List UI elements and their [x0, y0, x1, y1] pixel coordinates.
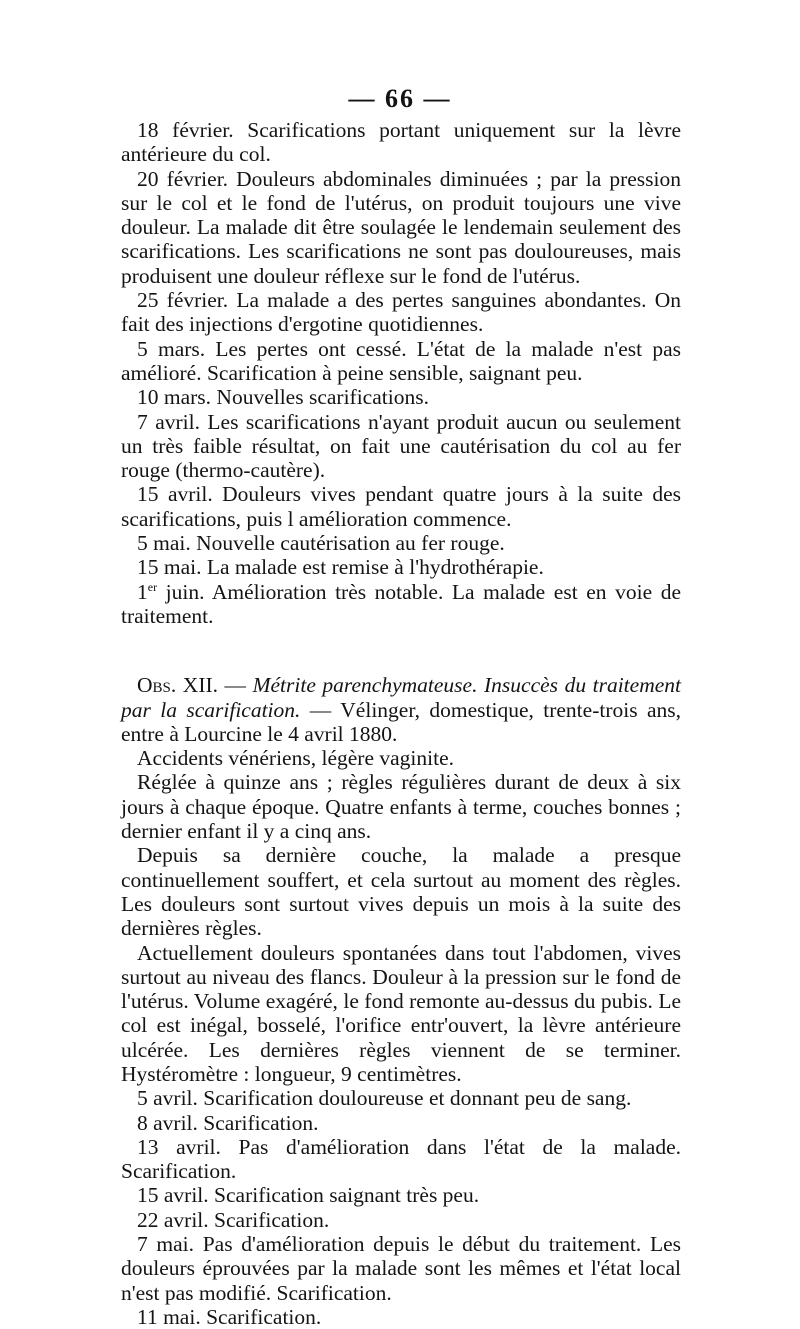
observation-paragraph: Réglée à quinze ans ; règles régulières durant de deux à six jours à chaque époque. Quatre enfants à terme, couches bonnes ; dernier enfant il y a cinq ans.: [121, 770, 681, 844]
observation-paragraph: Depuis sa dernière couche, la malade a presque continuellement souffert, et cela surtout au moment des règles. Les douleurs sont surtout vives depuis un mois à la suite des dernières règles.: [121, 843, 681, 941]
entry-paragraph: 20 février. Douleurs abdominales diminuées ; par la pression sur le col et le fond de l'utérus, on produit toujours une vive douleur. La malade dit être soulagée le lendemain seulement des scarifications. Les scarifications ne sont pas douloureuses, mais produisent une douleur réflexe sur le fond de l'utérus.: [121, 166, 681, 288]
entry-paragraph: 15 mai. La malade est remise à l'hydrothérapie.: [137, 555, 544, 580]
entry-paragraph: 18 février. Scarifications portant uniquement sur la lèvre antérieure du col.: [121, 118, 681, 167]
observation-number: Obs. XII.: [137, 673, 219, 698]
entry-paragraph: 5 mai. Nouvelle cautérisation au fer rouge.: [137, 531, 505, 556]
entry-paragraph: 25 février. La malade a des pertes sanguines abondantes. On fait des injections d'ergotine quotidiennes.: [121, 288, 681, 337]
body-text: [121, 118, 681, 1329]
page-number: — 66 —: [348, 84, 452, 113]
observation-paragraph: 11 mai. Scarification.: [137, 1304, 322, 1329]
entry-paragraph: 7 avril. Les scarifications n'ayant produit aucun ou seulement un très faible résultat, on fait une cautérisation du col au fer rouge (thermo-cautère).: [121, 409, 681, 483]
observation-title: Métrite parenchymateuse. Insuccès du traitement par la scarification.: [121, 673, 681, 722]
entry-paragraph: 15 avril. Douleurs vives pendant quatre jours à la suite des scarifications, puis l amélioration commence.: [121, 482, 681, 531]
entry-paragraph-juin: [121, 580, 681, 629]
observation-paragraph: 8 avril. Scarification.: [137, 1110, 319, 1135]
observation-intro: — Vélinger, domestique, trente-trois ans, entre à Lourcine le 4 avril 1880.: [121, 697, 681, 746]
observation-paragraph: 13 avril. Pas d'amélioration dans l'état de la malade. Scarification.: [121, 1134, 681, 1184]
entry-paragraph: 5 mars. Les pertes ont cessé. L'état de la malade n'est pas amélioré. Scarification à peine sensible, saignant peu.: [121, 336, 681, 385]
observation-dash: —: [218, 673, 253, 698]
observation-heading-paragraph: [121, 673, 681, 746]
observation-paragraph: Accidents vénériens, légère vaginite.: [137, 746, 454, 771]
observation-paragraph: 5 avril. Scarification douloureuse et donnant peu de sang.: [137, 1086, 632, 1111]
observation-paragraph: Actuellement douleurs spontanées dans tout l'abdomen, vives surtout au niveau des flancs. Douleur à la pression sur le fond de l'utérus. Volume exagéré, le fond remonte au-dessus du pubis. Le col est inégal, bosselé, l'orifice entr'ouvert, la lèvre antérieure ulcérée. Les dernières règles viennent de se terminer. Hystéromètre : longueur, 9 centimètres.: [121, 940, 681, 1086]
juin-ordinal: er: [147, 579, 158, 594]
juin-text: juin. Amélioration très notable. La malade est en voie de traitement.: [121, 579, 681, 628]
juin-day: 1: [137, 579, 148, 604]
entry-paragraph: 10 mars. Nouvelles scarifications.: [137, 385, 429, 410]
observation-paragraph: 22 avril. Scarification.: [137, 1207, 330, 1232]
observation-paragraph: 7 mai. Pas d'amélioration depuis le début du traitement. Les douleurs éprouvées par la malade sont les mêmes et l'état local n'est pas modifié. Scarification.: [121, 1232, 681, 1305]
observation-paragraph: 15 avril. Scarification saignant très peu.: [137, 1183, 480, 1208]
